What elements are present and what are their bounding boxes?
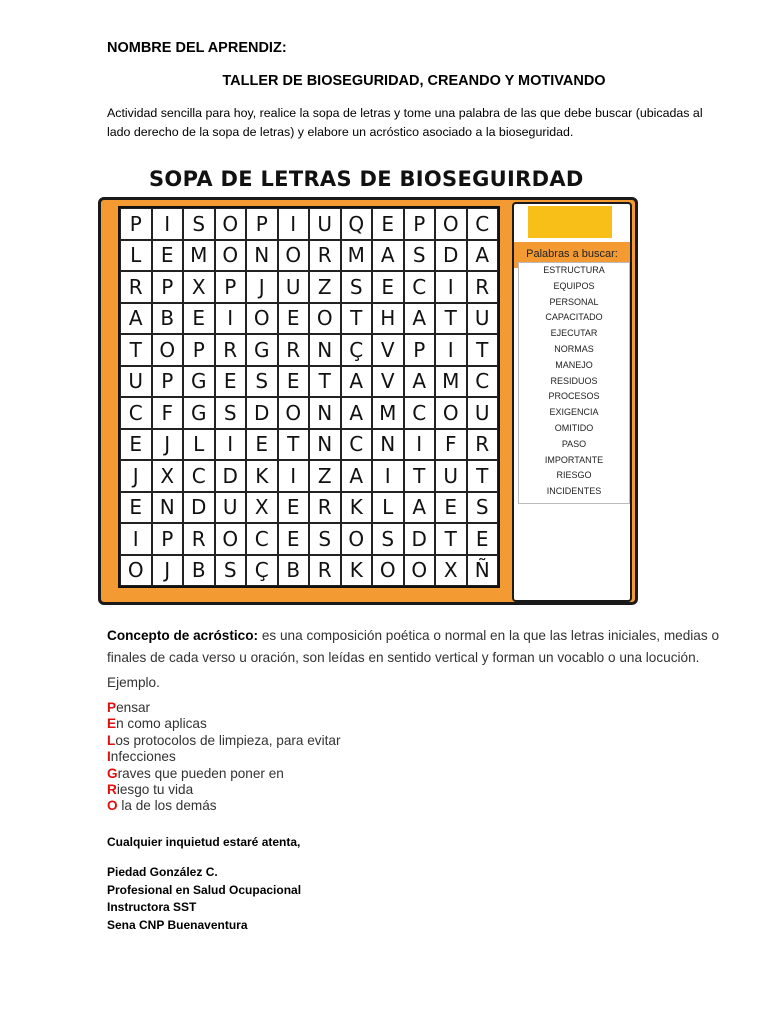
acrostic-rest: la de los demás xyxy=(117,798,217,814)
concept-label: Concepto de acróstico: xyxy=(107,628,259,643)
grid-cell: I xyxy=(435,334,467,366)
grid-cell: I xyxy=(372,460,404,492)
grid-cell: X xyxy=(152,460,184,492)
grid-cell: N xyxy=(309,334,341,366)
grid-cell: U xyxy=(467,303,499,335)
acrostic-line xyxy=(107,733,340,749)
acrostic-rest: raves que pueden poner en xyxy=(117,765,284,781)
grid-cell: E xyxy=(246,429,278,461)
grid-cell: E xyxy=(467,523,499,555)
grid-cell: T xyxy=(467,334,499,366)
acrostic-initial: L xyxy=(107,732,116,748)
grid-cell: A xyxy=(467,240,499,272)
grid-cell: U xyxy=(309,208,341,240)
signature-line: Instructora SST xyxy=(107,900,197,914)
grid-cell: E xyxy=(120,429,152,461)
grid-cell: C xyxy=(404,271,436,303)
grid-cell: P xyxy=(404,208,436,240)
grid-cell: O xyxy=(120,555,152,587)
signature-line: Profesional en Salud Ocupacional xyxy=(107,882,302,897)
grid-cell: G xyxy=(246,334,278,366)
grid-cell: H xyxy=(372,303,404,335)
grid-cell: U xyxy=(215,492,247,524)
grid-cell: G xyxy=(183,366,215,398)
grid-cell: U xyxy=(467,397,499,429)
grid-cell: E xyxy=(120,492,152,524)
grid-cell: U xyxy=(435,460,467,492)
grid-cell: P xyxy=(183,334,215,366)
grid-cell: B xyxy=(183,555,215,587)
grid-cell: E xyxy=(372,271,404,303)
grid-cell: I xyxy=(435,271,467,303)
grid-cell: S xyxy=(246,366,278,398)
grid-cell: P xyxy=(152,271,184,303)
grid-cell: Z xyxy=(309,460,341,492)
grid-cell: M xyxy=(341,240,373,272)
grid-cell: A xyxy=(372,240,404,272)
grid-cell: E xyxy=(278,366,310,398)
word-list-item: PROCESOS xyxy=(548,391,600,402)
grid-cell: V xyxy=(372,334,404,366)
grid-cell: I xyxy=(215,303,247,335)
grid-cell: T xyxy=(278,429,310,461)
acrostic-rest: iesgo tu vida xyxy=(116,782,194,798)
word-list xyxy=(518,262,630,504)
grid-cell: T xyxy=(404,460,436,492)
grid-cell: A xyxy=(341,460,373,492)
acrostic-example xyxy=(107,700,340,815)
closing-line: Cualquier inquietud estaré atenta, xyxy=(107,835,301,849)
grid-cell: R xyxy=(183,523,215,555)
grid-cell: P xyxy=(404,334,436,366)
grid-cell: D xyxy=(215,460,247,492)
grid-cell: B xyxy=(152,303,184,335)
grid-cell: E xyxy=(152,240,184,272)
word-list-item: RESIDUOS xyxy=(550,375,598,386)
grid-cell: Ç xyxy=(246,555,278,587)
grid-cell: O xyxy=(278,397,310,429)
grid-cell: I xyxy=(215,429,247,461)
word-list-item: INCIDENTES xyxy=(546,486,602,497)
grid-cell: O xyxy=(152,334,184,366)
concept-paragraph xyxy=(107,625,727,669)
acrostic-rest: nfecciones xyxy=(110,749,176,765)
grid-cell: S xyxy=(404,240,436,272)
word-list-item: EQUIPOS xyxy=(553,280,595,291)
grid-cell: P xyxy=(215,271,247,303)
grid-cell: Ç xyxy=(341,334,373,366)
word-list-accent-box xyxy=(528,206,612,238)
word-list-item: IMPORTANTE xyxy=(544,454,604,465)
grid-cell: X xyxy=(435,555,467,587)
acrostic-line xyxy=(107,700,340,716)
grid-cell: I xyxy=(278,460,310,492)
grid-cell: E xyxy=(435,492,467,524)
grid-cell: E xyxy=(278,492,310,524)
grid-cell: A xyxy=(404,492,436,524)
grid-cell: E xyxy=(183,303,215,335)
acrostic-initial: R xyxy=(107,782,117,798)
grid-cell: C xyxy=(183,460,215,492)
grid-cell: C xyxy=(341,429,373,461)
grid-cell: E xyxy=(215,366,247,398)
grid-cell: R xyxy=(309,492,341,524)
word-list-item: RIESGO xyxy=(556,470,592,481)
acrostic-rest: n como aplicas xyxy=(116,716,207,732)
grid-cell: K xyxy=(246,460,278,492)
puzzle-heading: SOPA DE LETRAS DE BIOSEGUIRDAD xyxy=(149,167,584,191)
grid-cell: J xyxy=(152,429,184,461)
grid-cell: E xyxy=(372,208,404,240)
grid-cell: C xyxy=(467,366,499,398)
grid-cell: O xyxy=(435,397,467,429)
grid-cell: M xyxy=(435,366,467,398)
grid-cell: R xyxy=(467,429,499,461)
word-list-item: NORMAS xyxy=(554,343,594,354)
grid-cell: A xyxy=(404,303,436,335)
word-list-item: OMITIDO xyxy=(554,422,594,433)
grid-cell: S xyxy=(372,523,404,555)
signature-line: Sena CNP Buenaventura xyxy=(107,917,248,932)
example-label: Ejemplo. xyxy=(107,675,160,690)
grid-cell: S xyxy=(341,271,373,303)
grid-cell: D xyxy=(435,240,467,272)
acrostic-line xyxy=(107,766,340,782)
grid-cell: R xyxy=(278,334,310,366)
grid-cell: T xyxy=(341,303,373,335)
grid-cell: B xyxy=(278,555,310,587)
grid-cell: O xyxy=(278,240,310,272)
grid-cell: O xyxy=(372,555,404,587)
grid-cell: A xyxy=(404,366,436,398)
signature-line: Piedad González C. xyxy=(107,865,218,879)
acrostic-line xyxy=(107,716,340,732)
student-name-label: NOMBRE DEL APRENDIZ: xyxy=(107,40,287,56)
grid-cell: T xyxy=(435,523,467,555)
grid-cell: I xyxy=(152,208,184,240)
grid-cell: O xyxy=(341,523,373,555)
grid-cell: Q xyxy=(341,208,373,240)
grid-cell: T xyxy=(309,366,341,398)
grid-cell: S xyxy=(215,397,247,429)
grid-cell: L xyxy=(372,492,404,524)
grid-cell: C xyxy=(404,397,436,429)
grid-cell: X xyxy=(246,492,278,524)
grid-cell: T xyxy=(435,303,467,335)
grid-cell: P xyxy=(152,366,184,398)
word-list-heading: Palabras a buscar: xyxy=(526,248,618,260)
grid-cell: O xyxy=(215,523,247,555)
grid-cell: T xyxy=(120,334,152,366)
document-title: TALLER DE BIOSEGURIDAD, CREANDO Y MOTIVANDO xyxy=(222,73,606,89)
grid-cell: N xyxy=(246,240,278,272)
grid-cell: L xyxy=(183,429,215,461)
grid-cell: J xyxy=(152,555,184,587)
grid-cell: K xyxy=(341,492,373,524)
grid-cell: J xyxy=(246,271,278,303)
grid-cell: M xyxy=(183,240,215,272)
grid-cell: C xyxy=(120,397,152,429)
word-list-item: MANEJO xyxy=(555,359,593,370)
grid-cell: D xyxy=(183,492,215,524)
word-list-item: PASO xyxy=(561,438,587,449)
grid-cell: O xyxy=(215,240,247,272)
grid-cell: A xyxy=(341,397,373,429)
acrostic-rest: os protocolos de limpieza, para evitar xyxy=(115,732,341,748)
grid-cell: N xyxy=(372,429,404,461)
acrostic-line xyxy=(107,798,340,814)
grid-cell: F xyxy=(435,429,467,461)
grid-cell: S xyxy=(467,492,499,524)
acrostic-initial: P xyxy=(107,700,117,715)
grid-cell: C xyxy=(246,523,278,555)
word-list-item: ESTRUCTURA xyxy=(543,265,605,275)
acrostic-initial: G xyxy=(107,765,118,781)
grid-cell: K xyxy=(341,555,373,587)
grid-cell: N xyxy=(309,397,341,429)
word-list-item: EJECUTAR xyxy=(550,328,598,339)
grid-cell: D xyxy=(404,523,436,555)
grid-cell: D xyxy=(246,397,278,429)
grid-cell: R xyxy=(309,240,341,272)
grid-cell: S xyxy=(183,208,215,240)
grid-cell: R xyxy=(215,334,247,366)
word-list-item: CAPACITADO xyxy=(545,312,603,323)
grid-cell: A xyxy=(120,303,152,335)
grid-cell: F xyxy=(152,397,184,429)
grid-cell: P xyxy=(120,208,152,240)
word-list-item: PERSONAL xyxy=(549,296,599,307)
grid-cell: L xyxy=(120,240,152,272)
grid-cell: U xyxy=(120,366,152,398)
concept-text: es una composición poética o normal en la que las letras iniciales, medias o finales de cada verso u oración, son leídas en sentido vertical y forman un vocablo o una locución. xyxy=(107,628,720,665)
acrostic-initial: E xyxy=(107,716,117,732)
acrostic-rest: ensar xyxy=(116,700,151,715)
grid-cell: N xyxy=(309,429,341,461)
grid-cell: O xyxy=(246,303,278,335)
grid-cell: P xyxy=(246,208,278,240)
acrostic-initial: I xyxy=(107,749,111,765)
grid-cell: Ñ xyxy=(467,555,499,587)
grid-cell: O xyxy=(215,208,247,240)
acrostic-line xyxy=(107,782,340,798)
grid-cell: U xyxy=(278,271,310,303)
grid-cell: M xyxy=(372,397,404,429)
word-list-item: EXIGENCIA xyxy=(549,407,599,418)
grid-cell: G xyxy=(183,397,215,429)
acrostic-initial: O xyxy=(107,798,118,814)
grid-cell: T xyxy=(467,460,499,492)
grid-cell: E xyxy=(278,523,310,555)
word-search-grid xyxy=(118,206,500,588)
grid-cell: O xyxy=(309,303,341,335)
acrostic-line xyxy=(107,749,340,765)
grid-cell: S xyxy=(215,555,247,587)
grid-cell: V xyxy=(372,366,404,398)
grid-cell: O xyxy=(435,208,467,240)
grid-cell: I xyxy=(404,429,436,461)
grid-cell: O xyxy=(404,555,436,587)
grid-cell: R xyxy=(120,271,152,303)
grid-cell: X xyxy=(183,271,215,303)
grid-cell: J xyxy=(120,460,152,492)
grid-cell: P xyxy=(152,523,184,555)
grid-cell: N xyxy=(152,492,184,524)
grid-cell: S xyxy=(309,523,341,555)
grid-cell: I xyxy=(120,523,152,555)
grid-cell: E xyxy=(278,303,310,335)
grid-cell: A xyxy=(341,366,373,398)
signature-block xyxy=(107,864,301,934)
intro-paragraph: Actividad sencilla para hoy, realice la sopa de letras y tome una palabra de las que debe buscar (ubicadas al lado derecho de la sopa de letras) y elabore un acróstico asociado a la bioseguridad. xyxy=(107,106,703,139)
word-list-panel xyxy=(512,202,632,602)
grid-cell: Z xyxy=(309,271,341,303)
grid-cell: I xyxy=(278,208,310,240)
grid-cell: R xyxy=(467,271,499,303)
grid-cell: R xyxy=(309,555,341,587)
grid-cell: C xyxy=(467,208,499,240)
